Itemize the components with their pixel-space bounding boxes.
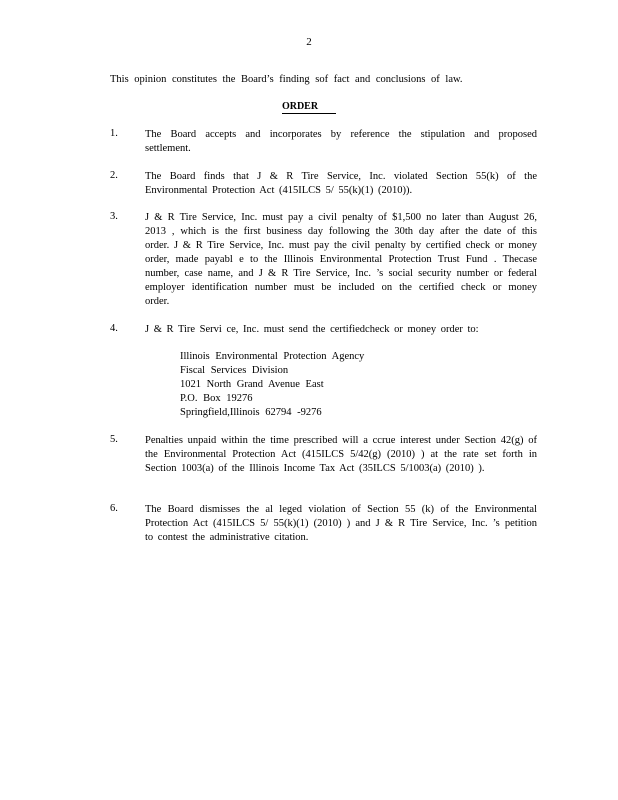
item-number: 4. [110, 323, 118, 334]
address-line: Illinois Environmental Protection Agency [180, 351, 365, 362]
order-heading-text: ORDER [282, 101, 336, 114]
item-text: The Board accepts and incorporates by reference the stipulation and proposed settlement. [145, 129, 537, 154]
item-number: 5. [110, 434, 118, 445]
item-number: 3. [110, 211, 118, 222]
page-number: 2 [306, 36, 312, 48]
address-line: Fiscal Services Division [180, 365, 289, 376]
address-line: P.O. Box 19276 [180, 393, 253, 404]
order-heading [0, 101, 618, 114]
item-number: 6. [110, 503, 118, 514]
item-text: The Board finds that J & R Tire Service, Inc. violated Section 55(k) of the Environmental Protection Act (415ILCS 5/ 55(k)(1) (2010)). [145, 171, 537, 196]
item-text: J & R Tire Service, Inc. must pay a civil penalty of $1,500 no later than August 26, 2013 , which is the first business day following the 30th day after the date of this order. J & R Tire Service, Inc. must pay the civil penalty by certified check or money order, made payabl e to the Illinois Environmental Protection Trust Fund . Thecase number, case name, and J & R Tire Service, Inc. ’s social security number or federal employer identification number must be included on the certified check or money order. [145, 212, 537, 307]
address-line: 1021 North Grand Avenue East [180, 379, 324, 390]
mailing-address [180, 350, 364, 420]
item-text: Penalties unpaid within the time prescribed will a ccrue interest under Section 42(g) of the Environmental Protection Act (415ILCS 5/42(g) (2010) ) at the rate set forth in Section 1003(a) of the Illinois Income Tax Act (35ILCS 5/1003(a) (2010) ). [145, 435, 537, 474]
item-text: The Board dismisses the al leged violation of Section 55 (k) of the Environmental Protection Act (415ILCS 5/ 55(k)(1) (2010) ) and J & R Tire Service, Inc. ’s petition to contest the administrative citation. [145, 504, 537, 543]
item-text: J & R Tire Servi ce, Inc. must send the certifiedcheck or money order to: [145, 324, 479, 335]
item-number: 2. [110, 170, 118, 181]
item-number: 1. [110, 128, 118, 139]
intro-paragraph: This opinion constitutes the Board’s finding sof fact and conclusions of law. [110, 74, 463, 85]
address-line: Springfield,Illinois 62794 -9276 [180, 407, 322, 418]
